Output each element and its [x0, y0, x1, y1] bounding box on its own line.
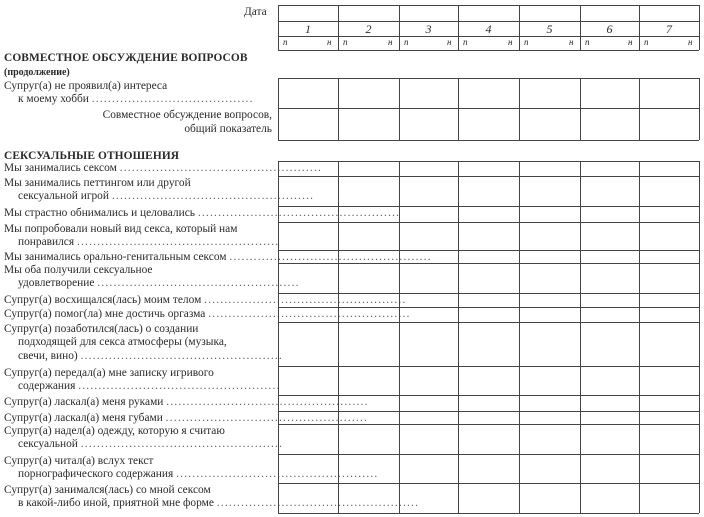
sexual-relations-cell[interactable] — [339, 455, 399, 483]
sexual-relations-cell[interactable] — [339, 323, 399, 366]
sexual-relations-cell[interactable] — [520, 484, 580, 513]
day-number: 4 — [485, 22, 492, 36]
sexual-relations-cell[interactable] — [459, 396, 519, 411]
discussion-cell[interactable] — [581, 79, 639, 108]
item-line — [18, 336, 270, 349]
sexual-relations-cell[interactable] — [640, 455, 699, 483]
sexual-relations-cell[interactable] — [459, 425, 519, 454]
leader-dots: .................................................. — [229, 251, 432, 263]
item-no-interest-line2 — [18, 93, 270, 106]
discussion-cell[interactable] — [459, 109, 519, 140]
discussion-cell[interactable] — [459, 79, 519, 108]
sexual-relations-cell[interactable] — [640, 323, 699, 366]
leader-dots: .................................................. — [111, 190, 315, 203]
leader-dots: .................................................. — [80, 349, 283, 362]
sub-label-p: п — [283, 37, 288, 47]
item-line — [4, 308, 411, 321]
discussion-cell[interactable] — [279, 109, 338, 140]
item-text: порнографического содержания — [18, 468, 174, 481]
sexual-relations-cell[interactable] — [520, 308, 580, 322]
leader-dots: .................................................. — [166, 396, 369, 408]
sexual-relations-cell[interactable] — [459, 412, 519, 424]
sexual-relations-cell[interactable] — [400, 308, 458, 322]
item-text: Супруг(а) ласкал(а) меня руками — [4, 396, 164, 408]
sexual-relations-cell[interactable] — [339, 308, 399, 322]
sexual-relations-cell[interactable] — [581, 396, 639, 411]
leader-dots: .................................................. — [97, 277, 300, 290]
item-text: свечи, вино) — [18, 349, 78, 362]
sexual-relations-cell[interactable] — [459, 367, 519, 395]
sexual-relations-cell[interactable] — [581, 264, 639, 293]
sub-label-n: н — [628, 37, 633, 47]
discussion-cell[interactable] — [279, 79, 338, 108]
sexual-relations-cell[interactable] — [459, 455, 519, 483]
item-line — [18, 236, 280, 249]
item-text: Супруг(а) надел(а) одежду, которую я считаю — [4, 425, 225, 437]
discussion-cell[interactable] — [400, 79, 458, 108]
section-title-sexual-relations: СЕКСУАЛЬНЫЕ ОТНОШЕНИЯ — [4, 150, 180, 162]
section-subtitle-continuation: (продолжение) — [4, 67, 70, 78]
sexual-relations-cell[interactable] — [400, 455, 458, 483]
item-text: в какой-либо иной, приятной мне форме — [18, 497, 214, 510]
sexual-relations-cell[interactable] — [339, 177, 399, 206]
sexual-relations-cell[interactable] — [279, 484, 338, 513]
sexual-relations-cell[interactable] — [279, 323, 338, 366]
sexual-relations-cell[interactable] — [520, 294, 580, 307]
item-line — [4, 294, 407, 307]
item-line — [4, 367, 270, 380]
leader-dots: ........................................ — [91, 93, 254, 105]
sexual-relations-cell[interactable] — [640, 251, 699, 263]
discussion-cell[interactable] — [339, 109, 399, 140]
sexual-relations-cell[interactable] — [339, 367, 399, 395]
leader-dots: .................................................. — [78, 380, 281, 393]
sub-label-n: н — [327, 37, 332, 47]
day-number: 5 — [546, 22, 553, 36]
sexual-relations-cell[interactable] — [640, 412, 699, 424]
item-text: Супруг(а) передал(а) мне записку игривого — [4, 367, 214, 379]
sexual-relations-cell[interactable] — [459, 177, 519, 206]
sexual-relations-cell[interactable] — [581, 162, 639, 176]
leader-dots: .................................................. — [216, 497, 420, 510]
discussion-cell[interactable] — [339, 79, 399, 108]
sexual-relations-cell[interactable] — [339, 412, 399, 424]
sexual-relations-cell[interactable] — [459, 162, 519, 176]
sexual-relations-cell[interactable] — [520, 455, 580, 483]
leader-dots: .................................................. — [76, 236, 280, 249]
item-no-interest-line1: Супруг(а) не проявил(а) интереса — [4, 80, 168, 92]
sexual-relations-cell[interactable] — [581, 323, 639, 366]
sexual-relations-cell[interactable] — [400, 223, 458, 250]
sub-label-n: н — [508, 37, 513, 47]
total-discussion-line1: Совместное обсуждение вопросов, — [102, 109, 272, 121]
sexual-relations-cell[interactable] — [279, 251, 338, 263]
sexual-relations-cell[interactable] — [459, 251, 519, 263]
item-text: Мы занимались орально-генитальным сексом — [4, 251, 227, 263]
sub-label-n: н — [569, 37, 574, 47]
sexual-relations-cell[interactable] — [400, 264, 458, 293]
sexual-relations-cell[interactable] — [279, 223, 338, 250]
sexual-relations-cell[interactable] — [459, 294, 519, 307]
sub-label-p: п — [404, 37, 409, 47]
sexual-relations-cell[interactable] — [520, 425, 580, 454]
sexual-relations-cell[interactable] — [640, 484, 699, 513]
sexual-relations-cell[interactable] — [640, 207, 699, 222]
item-text: Супруг(а) занимался(лась) со мной сексом — [4, 484, 211, 496]
sexual-relations-cell[interactable] — [581, 207, 639, 222]
sexual-relations-cell[interactable] — [459, 484, 519, 513]
item-line — [4, 251, 432, 264]
sexual-relations-cell[interactable] — [279, 396, 338, 411]
item-text: Мы страстно обнимались и целовались — [4, 207, 195, 219]
sexual-relations-cell[interactable] — [339, 396, 399, 411]
sub-label-p: п — [524, 37, 529, 47]
sexual-relations-cell[interactable] — [400, 396, 458, 411]
item-line — [4, 177, 270, 190]
discussion-cell[interactable] — [581, 109, 639, 140]
item-text: понравился — [18, 236, 75, 249]
item-text: подходящей для секса атмосферы (музыка, — [18, 336, 227, 349]
sexual-relations-cell[interactable] — [520, 264, 580, 293]
sexual-relations-cell[interactable] — [581, 455, 639, 483]
leader-dots: .................................................. — [119, 162, 323, 174]
item-text: Мы попробовали новый вид секса, который нам — [4, 223, 238, 235]
sexual-relations-cell[interactable] — [520, 177, 580, 206]
sexual-relations-cell[interactable] — [520, 323, 580, 366]
sexual-relations-cell[interactable] — [581, 484, 639, 513]
sexual-relations-cell[interactable] — [459, 323, 519, 366]
item-text: сексуальной — [18, 438, 78, 451]
item-text: сексуальной игрой — [18, 190, 109, 203]
leader-dots: .................................................. — [204, 294, 407, 306]
leader-dots: .................................................. — [165, 412, 369, 424]
sexual-relations-cell[interactable] — [640, 264, 699, 293]
day-number: 1 — [305, 22, 311, 36]
sexual-relations-cell[interactable] — [581, 412, 639, 424]
sexual-relations-cell[interactable] — [339, 251, 399, 263]
sexual-relations-cell[interactable] — [339, 223, 399, 250]
sexual-relations-cell[interactable] — [279, 367, 338, 395]
item-text: Мы занимались сексом — [4, 162, 117, 174]
item-no-interest-text: к моему хобби — [18, 93, 89, 105]
sexual-relations-cell[interactable] — [339, 162, 399, 176]
item-text: удовлетворение — [18, 277, 95, 290]
sexual-relations-cell[interactable] — [400, 425, 458, 454]
sexual-relations-cell[interactable] — [279, 455, 338, 483]
sexual-relations-cell[interactable] — [279, 162, 338, 176]
sexual-relations-cell[interactable] — [581, 367, 639, 395]
sexual-relations-cell[interactable] — [640, 294, 699, 307]
sexual-relations-cell[interactable] — [279, 294, 338, 307]
sexual-relations-cell[interactable] — [520, 412, 580, 424]
item-line — [4, 223, 270, 236]
sub-label-n: н — [388, 37, 393, 47]
sexual-relations-cell[interactable] — [581, 308, 639, 322]
day-number: 7 — [666, 22, 672, 36]
item-text: Мы оба получили сексуальное — [4, 264, 153, 276]
item-line — [4, 323, 270, 336]
header-col-line — [699, 5, 700, 50]
sexual-relations-row-line — [278, 513, 699, 514]
sexual-relations-cell[interactable] — [581, 425, 639, 454]
leader-dots: .................................................. — [80, 438, 284, 451]
discussion-cell[interactable] — [640, 109, 699, 140]
sexual-relations-cell[interactable] — [640, 396, 699, 411]
sexual-relations-cell[interactable] — [279, 308, 338, 322]
item-line — [4, 396, 369, 409]
item-text: Мы занимались петтингом или другой — [4, 177, 191, 189]
sub-label-p: п — [585, 37, 590, 47]
sexual-relations-cell[interactable] — [520, 207, 580, 222]
item-line — [4, 425, 270, 438]
item-text: Супруг(а) ласкал(а) меня губами — [4, 412, 163, 424]
sexual-relations-cell[interactable] — [339, 264, 399, 293]
sexual-relations-cell[interactable] — [640, 367, 699, 395]
sub-label-p: п — [644, 37, 649, 47]
sexual-relations-cell[interactable] — [339, 207, 399, 222]
sexual-relations-cell[interactable] — [400, 367, 458, 395]
sexual-relations-cell[interactable] — [640, 177, 699, 206]
sub-label-p: п — [343, 37, 348, 47]
discussion-cell[interactable] — [640, 79, 699, 108]
sexual-relations-cell[interactable] — [459, 207, 519, 222]
sexual-relations-cell[interactable] — [640, 162, 699, 176]
discussion-row-line — [278, 140, 699, 141]
item-line — [4, 484, 270, 497]
sexual-relations-cell[interactable] — [459, 308, 519, 322]
sexual-relations-cell[interactable] — [581, 251, 639, 263]
sexual-relations-cell[interactable] — [279, 412, 338, 424]
sexual-relations-cell[interactable] — [640, 308, 699, 322]
sexual-relations-cell[interactable] — [339, 294, 399, 307]
item-text: Супруг(а) позаботился(лась) о создании — [4, 323, 199, 335]
item-line — [18, 349, 283, 363]
sexual-relations-cell[interactable] — [400, 177, 458, 206]
date-label: Дата — [244, 6, 267, 18]
item-line — [4, 162, 323, 175]
item-line — [4, 455, 270, 468]
item-text: Супруг(а) восхищался(лась) моим телом — [4, 294, 202, 306]
header-row-line — [278, 5, 699, 6]
sexual-relations-cell[interactable] — [279, 264, 338, 293]
sexual-relations-cell[interactable] — [400, 484, 458, 513]
sexual-relations-cell[interactable] — [459, 223, 519, 250]
item-line — [18, 468, 379, 481]
sexual-relations-cell[interactable] — [581, 294, 639, 307]
sub-label-n: н — [447, 37, 452, 47]
discussion-cell[interactable] — [520, 79, 580, 108]
item-text: Супруг(а) помог(ла) мне достичь оргазма — [4, 308, 206, 320]
total-discussion-line2: общий показатель — [184, 123, 272, 135]
sexual-relations-cell[interactable] — [339, 425, 399, 454]
sexual-relations-cell[interactable] — [279, 177, 338, 206]
section-title-discussion: СОВМЕСТНОЕ ОБСУЖДЕНИЕ ВОПРОСОВ — [4, 52, 248, 64]
day-number: 2 — [365, 22, 372, 36]
item-line — [18, 277, 300, 290]
sexual-relations-cell[interactable] — [400, 162, 458, 176]
sexual-relations-cell[interactable] — [520, 223, 580, 250]
item-line — [4, 412, 369, 425]
leader-dots: .................................................. — [176, 468, 379, 481]
leader-dots: .................................................. — [197, 207, 401, 219]
item-line — [18, 380, 281, 393]
sub-label-p: п — [463, 37, 468, 47]
day-number: 6 — [606, 22, 613, 36]
sexual-relations-cell[interactable] — [581, 177, 639, 206]
item-line — [18, 438, 284, 451]
header-row-line — [278, 50, 699, 51]
sexual-relations-cell[interactable] — [339, 484, 399, 513]
item-line — [18, 190, 315, 203]
discussion-cell[interactable] — [400, 109, 458, 140]
item-line — [4, 207, 401, 220]
item-text: Супруг(а) читал(а) вслух текст — [4, 455, 154, 467]
sexual-relations-cell[interactable] — [400, 251, 458, 263]
sexual-relations-cell[interactable] — [520, 367, 580, 395]
sexual-relations-cell[interactable] — [400, 294, 458, 307]
sexual-relations-cell[interactable] — [640, 223, 699, 250]
sexual-relations-cell[interactable] — [400, 323, 458, 366]
sexual-relations-cell[interactable] — [520, 162, 580, 176]
sexual-relations-cell[interactable] — [279, 207, 338, 222]
sexual-relations-cell[interactable] — [279, 425, 338, 454]
item-line — [4, 264, 270, 277]
sexual-relations-cell[interactable] — [459, 264, 519, 293]
sexual-relations-cell[interactable] — [520, 396, 580, 411]
discussion-cell[interactable] — [520, 109, 580, 140]
sexual-relations-cell[interactable] — [400, 207, 458, 222]
leader-dots: .................................................. — [208, 308, 411, 320]
sexual-relations-cell[interactable] — [581, 223, 639, 250]
day-number: 3 — [425, 22, 432, 36]
sexual-relations-cell[interactable] — [640, 425, 699, 454]
sexual-relations-cell[interactable] — [520, 251, 580, 263]
sexual-relations-cell[interactable] — [400, 412, 458, 424]
item-text: содержания — [18, 380, 76, 393]
item-line — [18, 497, 420, 510]
discussion-col-line — [699, 78, 700, 140]
sexual-relations-col-line — [699, 161, 700, 513]
sub-label-n: н — [688, 37, 693, 47]
